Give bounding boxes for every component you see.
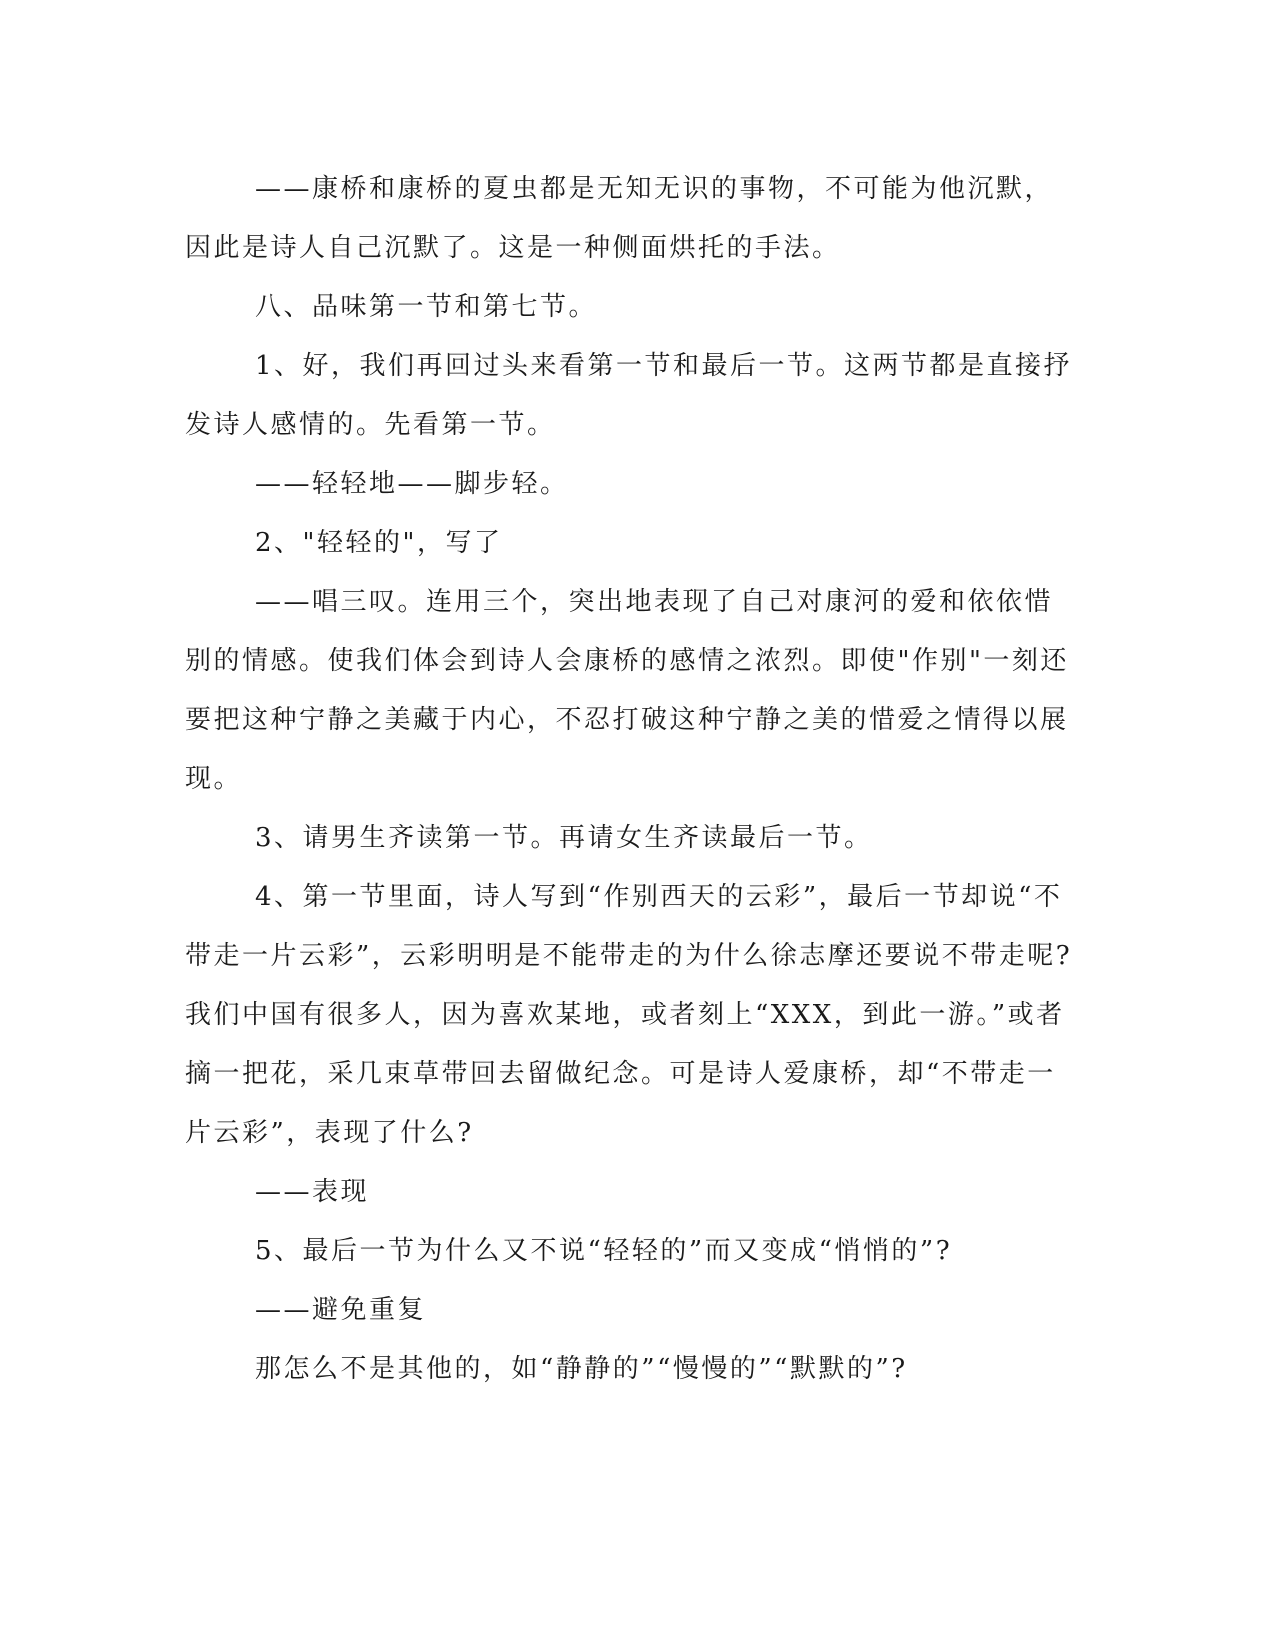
paragraph-answer-4: ——表现 — [255, 1177, 370, 1207]
paragraph-answer-5: ——避免重复 — [255, 1295, 427, 1325]
paragraph-item-3: 3、请男生齐读第一节。再请女生齐读最后一节。 — [255, 823, 873, 853]
paragraph-item-4: 4、第一节里面，诗人写到“作别西天的云彩”，最后一节却说“不带走一片云彩”，云彩明明是不能带走的为什么徐志摩还要说不带走呢?我们中国有很多人，因为喜欢某地，或者刻上“XXX，到此一游。”或者摘一把花，采几束草带回去留做纪念。可是诗人爱康桥，却“不带走一片云彩”，表现了什么? — [185, 882, 1073, 1148]
document-body — [185, 160, 1075, 1399]
paragraph-item-5: 5、最后一节为什么又不说“轻轻的”而又变成“悄悄的”? — [255, 1236, 953, 1266]
section-heading-8: 八、品味第一节和第七节。 — [255, 292, 598, 322]
paragraph-1: ——康桥和康桥的夏虫都是无知无识的事物，不可能为他沉默，因此是诗人自己沉默了。这是一种侧面烘托的手法。 — [185, 174, 1054, 263]
paragraph-question: 那怎么不是其他的，如“静静的”“慢慢的”“默默的”? — [255, 1354, 908, 1384]
paragraph-answer-2: ——唱三叹。连用三个，突出地表现了自己对康河的爱和依依惜别的情感。使我们体会到诗人会康桥的感情之浓烈。即使"作别"一刻还要把这种宁静之美藏于内心，不忍打破这种宁静之美的惜爱之情得以展现。 — [185, 587, 1069, 794]
paragraph-answer-1: ——轻轻地——脚步轻。 — [255, 469, 569, 499]
paragraph-item-1: 1、好，我们再回过头来看第一节和最后一节。这两节都是直接抒发诗人感情的。先看第一节。 — [185, 351, 1073, 440]
paragraph-item-2: 2、"轻轻的"，写了 — [255, 528, 503, 558]
